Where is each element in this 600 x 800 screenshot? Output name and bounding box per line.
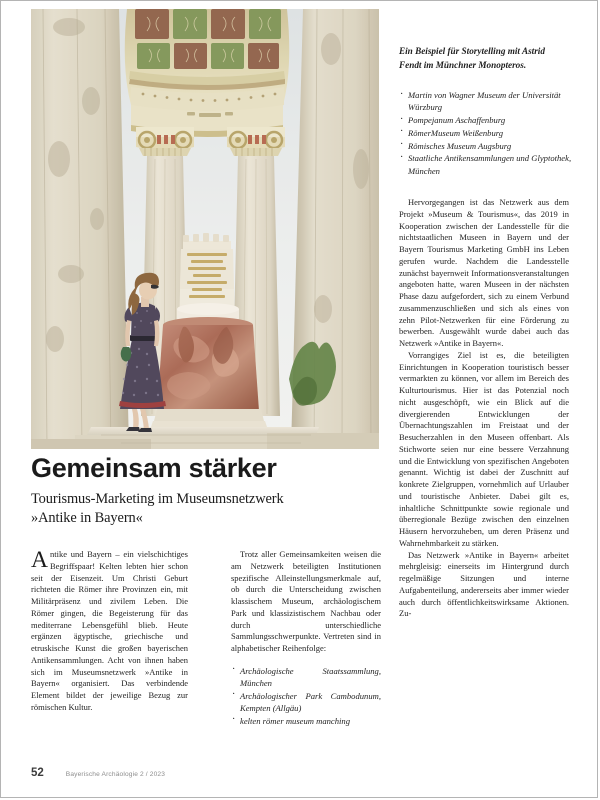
page-subtitle-line1: Tourismus-Marketing im Museumsnetzwerk	[31, 491, 284, 507]
photo-illustration	[31, 9, 379, 449]
body-column-right	[399, 197, 569, 620]
page-title: Gemeinsam stärker	[31, 453, 277, 483]
page-subtitle-line2: »Antike in Bayern«	[31, 509, 143, 526]
page-number: 52	[31, 767, 44, 779]
list-item: · Archäologische Staatssammlung, München	[231, 665, 381, 690]
list-item: · Martin von Wagner Museum der Universität Würzburg	[399, 89, 573, 114]
page-subtitle	[31, 490, 381, 527]
body-paragraph: Das Netzwerk »Antike in Bayern« arbeitet mehrgleisig: einerseits im Hintergrund durch regelmäßige Sitzungen und interne Aufgabenteilung, andererseits aber immer wieder auch durch öffentlichkeitswirksame Aktionen. Zu-	[399, 549, 569, 619]
page-footer	[31, 767, 165, 779]
museum-list-right	[399, 89, 573, 178]
body-paragraph: Hervorgegangen ist das Netzwerk aus dem Projekt »Museum & Tourismus«, das 2019 in Kooperation zwischen der Landesstelle für die nichtstaatlichen Museen in Bayern und der Bayern Tourismus Marketing GmbH ins Leben gerufen wurde. Nachdem die Landesstelle zunächst bayernweit Informationsveranstaltungen angeboten hatte, waren Museen in der nächsten Phase dazu aufgefordert, sich zu einem Verbund zusammenzuschließen und sich als eines von zehn Pilot-Netzwerken für eine Förderung zu bewerben. Ausgewählt wurde dabei auch das Netzwerk »Antike in Bayern«.	[399, 197, 569, 348]
publication-info: Bayerische Archäologie 2 / 2023	[65, 771, 166, 778]
monopteros-interior-photo	[31, 9, 379, 449]
body-paragraph: Vorrangiges Ziel ist es, die beteiligten Einrichtungen in Kooperation touristisch besser vermarkten zu können, vor allem im Bereich des Kulturtourismus. Hier ist das Potenzial noch nicht ausgeschöpft, wie ein Blick auf die divergierenden Entwicklungen der Übernachtungszahlen im Freistaat und der Besucherzahlen in den Museen offenbart. Als Stichworte seien nur eine bessere Verzahnung und die Entwicklung von spezifischen Angeboten genannt. Wichtig ist dabei der Zuschnitt auf konkrete Zielgruppen, vornehmlich auf Urlauber und touristische Anbieter. Dabei gilt es, inhaltliche Schnittpunkte sowie regionale und überregionale Bezüge zwischen den einzelnen Häusern hervorzuheben, um deren Präsenz und Wahrnehmbarkeit zu stärken.	[399, 349, 569, 548]
museum-list-middle	[231, 665, 381, 727]
list-item: · Pompejanum Aschaffenburg	[399, 114, 573, 126]
body-paragraph: Antike und Bayern – ein vielschichtiges Begriffspaar! Kelten lebten hier schon seit der Eisenzeit. Um Christi Geburt richteten die Römer ihre Provinzen ein, mit Militärpräsenz und zivilem Leben. Die Römer gingen, die Begeisterung für das mediterrane Lebensgefühl blieb. Heute ergänzen ägyptische, griechische und etruskische Kunst die großen bayerischen Antikensammlungen. Acht von ihnen haben sich im Museumsnetzwerk »Antike in Bayern« organisiert. Das verbindende Element bildet der jeweilige Bezug zur römischen Kultur.	[31, 547, 188, 712]
list-item: · RömerMuseum Weißenburg	[399, 127, 573, 139]
body-column-left	[31, 549, 188, 714]
list-item: · Archäologischer Park Cambodunum, Kempten (Allgäu)	[231, 690, 381, 715]
list-item: · kelten römer museum manching	[231, 715, 381, 727]
list-item: · Römisches Museum Augsburg	[399, 140, 573, 152]
headline-block	[31, 453, 381, 527]
list-item: · Staatliche Antikensammlungen und Glyptothek, München	[399, 152, 573, 177]
body-paragraph: Trotz aller Gemeinsamkeiten weisen die am Netzwerk beteiligten Institutionen spezifische Alleinstellungsmerkmale auf, ob durch die Unterscheidung zwischen klassischem Museum, archäologischem Park und klassizistischem Nachbau oder durch unterschiedliche Sammlungsschwerpunkte. Vertreten sind in alphabetischer Reihenfolge:	[231, 549, 381, 653]
intro-caption: Ein Beispiel für Storytelling mit Astrid Fendt im Münchner Monopteros.	[399, 46, 545, 70]
body-column-middle	[231, 549, 381, 728]
